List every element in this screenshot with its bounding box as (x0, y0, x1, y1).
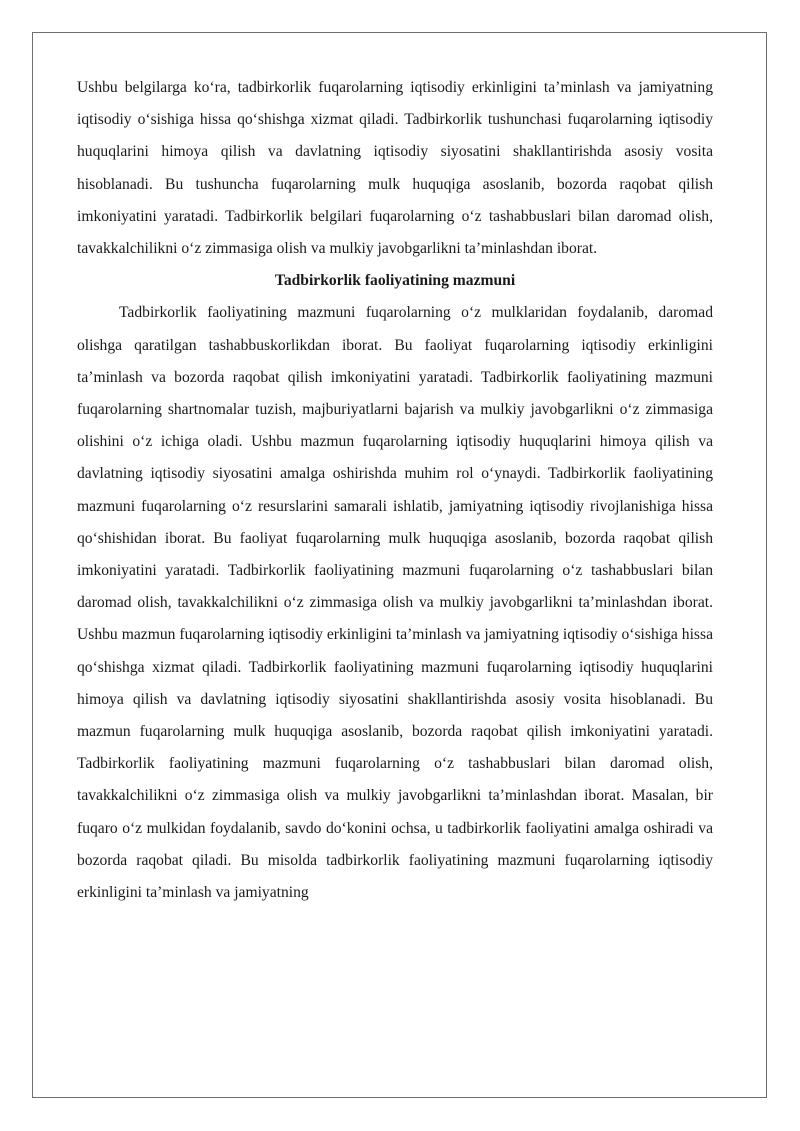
paragraph-main: Tadbirkorlik faoliyatining mazmuni fuqarolarning o‘z mulklaridan foydalanib, daromad olishga qaratilgan tashabbuskorlikdan iborat. Bu faoliyat fuqarolarning iqtisodiy erkinligini ta’minlash va bozorda raqobat qilish imkoniyatini yaratadi. Tadbirkorlik faoliyatining mazmuni fuqarolarning shartnomalar tuzish, majburiyatlarni bajarish va mulkiy javobgarlikni o‘z zimmasiga olishini o‘z ichiga oladi. Ushbu mazmun fuqarolarning iqtisodiy huquqlarini himoya qilish va davlatning iqtisodiy siyosatini amalga oshirishda muhim rol o‘ynaydi. Tadbirkorlik faoliyatining mazmuni fuqarolarning o‘z resurslarini samarali ishlatib, jamiyatning iqtisodiy rivojlanishiga hissa qo‘shishidan iborat. Bu faoliyat fuqarolarning mulk huquqiga asoslanib, bozorda raqobat qilish imkoniyatini yaratadi. Tadbirkorlik faoliyatining mazmuni fuqarolarning o‘z tashabbuslari bilan daromad olish, tavakkalchilikni o‘z zimmasiga olish va mulkiy javobgarlikni ta’minlashdan iborat. Ushbu mazmun fuqarolarning iqtisodiy erkinligini ta’minlash va jamiyatning iqtisodiy o‘sishiga hissa qo‘shishga xizmat qiladi. Tadbirkorlik faoliyatining mazmuni fuqarolarning iqtisodiy huquqlarini himoya qilish va davlatning iqtisodiy siyosatini shakllantirishda asosiy vosita hisoblanadi. Bu mazmun fuqarolarning mulk huquqiga asoslanib, bozorda raqobat qilish imkoniyatini yaratadi. Tadbirkorlik faoliyatining mazmuni fuqarolarning o‘z tashabbuslari bilan daromad olish, tavakkalchilikni o‘z zimmasiga olish va mulkiy javobgarlikni ta’minlashdan iborat. Masalan, bir fuqaro o‘z mulkidan foydalanib, savdo do‘konini ochsa, u tadbirkorlik faoliyatini amalga oshiradi va bozorda raqobat qiladi. Bu misolda tadbirkorlik faoliyatining mazmuni fuqarolarning iqtisodiy erkinligini ta’minlash va jamiyatning (77, 304, 713, 902)
paragraph-intro: Ushbu belgilarga ko‘ra, tadbirkorlik fuqarolarning iqtisodiy erkinligini ta’minlash va jamiyatning iqtisodiy o‘sishiga hissa qo‘shishga xizmat qiladi. Tadbirkorlik tushunchasi fuqarolarning iqtisodiy huquqlarini himoya qilish va davlatning iqtisodiy siyosatini shakllantirishda asosiy vosita hisoblanadi. Bu tushuncha fuqarolarning mulk huquqiga asoslanib, bozorda raqobat qilish imkoniyatini yaratadi. Tadbirkorlik belgilari fuqarolarning o‘z tashabbuslari bilan daromad olish, tavakkalchilikni o‘z zimmasiga olish va mulkiy javobgarlikni ta’minlashdan iborat. (77, 79, 713, 258)
section-heading: Tadbirkorlik faoliyatining mazmuni (274, 272, 516, 290)
document-body (77, 72, 713, 909)
